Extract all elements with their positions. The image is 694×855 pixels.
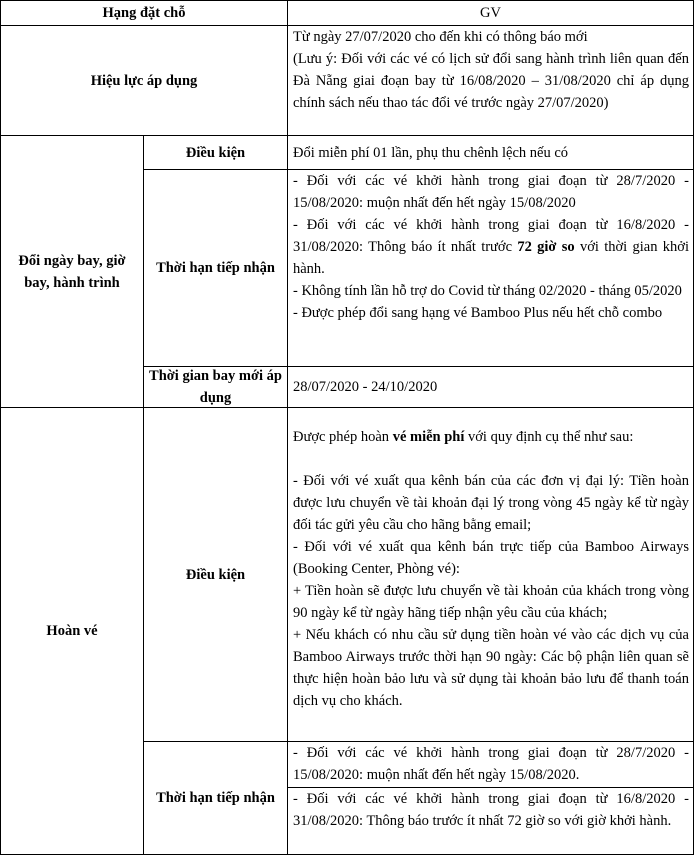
change-condition-value: Đổi miễn phí 01 lần, phụ thu chênh lệch nếu có [287,135,694,170]
refund-condition-value [287,407,694,742]
refund-deadline-value-2: - Đối với các vé khởi hành trong giai đoạn từ 16/8/2020 - 31/08/2020: Thông báo trước ít nhất 72 giờ so với giờ khởi hành. [287,787,694,855]
change-deadline-label: Thời hạn tiếp nhận [143,169,288,367]
change-section-label: Đổi ngày bay, giờ bay, hành trình [0,135,144,408]
refund-direct-item-2: + Nếu khách có nhu cầu sử dụng tiền hoàn vé vào các dịch vụ của Bamboo Airways trước thời hạn 90 ngày: Các bộ phận liên quan sẽ thực hiện hoàn bảo lưu và sử dụng tài khoản bảo lưu để thanh toán dịch vụ cho khách. [293,627,689,709]
refund-section-label: Hoàn vé [0,407,144,855]
change-newtime-label: Thời gian bay mới áp dụng [143,366,288,408]
change-deadline-item-4: - Được phép đổi sang hạng vé Bamboo Plus nếu hết chỗ combo [293,305,663,321]
header-gv-column: GV [287,0,694,26]
change-condition-label: Điều kiện [143,135,288,170]
change-deadline-value [287,169,694,367]
refund-deadline-value-1: - Đối với các vé khởi hành trong giai đoạn từ 28/7/2020 - 15/08/2020: muộn nhất đến hết ngày 15/08/2020. [287,741,694,788]
change-deadline-item-3: - Không tính lần hỗ trợ do Covid từ tháng 02/2020 - tháng 05/2020 [293,283,682,299]
effective-label: Hiệu lực áp dụng [0,25,288,136]
effective-note-text: (Lưu ý: Đối với các vé có lịch sử đổi sang hành trình liên quan đến Đà Nẵng giai đoạn bay từ 16/08/2020 – 31/08/2020 chỉ áp dụng chính sách nếu thao tác đổi vé trước ngày 27/07/2020) [293,51,689,111]
refund-agent-rule: - Đối với vé xuất qua kênh bán của các đơn vị đại lý: Tiền hoàn được lưu chuyển về tài khoản đại lý trong vòng 45 ngày kể từ ngày đối tác gửi yêu cầu cho hãng bằng email; [293,473,689,533]
change-deadline-item-2: - Đối với các vé khởi hành trong giai đoạn từ 16/8/2020 - 31/08/2020: Thông báo ít nhất trước 72 giờ so với thời gian khởi hành. [293,217,689,277]
change-newtime-value: 28/07/2020 - 24/10/2020 [287,366,694,408]
refund-direct-rule: - Đối với vé xuất qua kênh bán trực tiếp của Bamboo Airways (Booking Center, Phòng vé): [293,539,689,577]
header-booking-class: Hạng đặt chỗ [0,0,288,26]
change-deadline-item-1: - Đối với các vé khởi hành trong giai đoạn từ 28/7/2020 - 15/08/2020: muộn nhất đến hết ngày 15/08/2020 [293,173,689,211]
effective-start-text: Từ ngày 27/07/2020 cho đến khi có thông báo mới [293,29,588,45]
refund-condition-label: Điều kiện [143,407,288,742]
effective-value [287,25,694,136]
refund-direct-item-1: + Tiền hoàn sẽ được lưu chuyển về tài khoản của khách trong vòng 90 ngày kể từ ngày hãng tiếp nhận yêu cầu của khách; [293,583,689,621]
refund-intro: Được phép hoàn vé miễn phí với quy định cụ thể như sau: [293,429,634,445]
refund-deadline-label: Thời hạn tiếp nhận [143,741,288,855]
